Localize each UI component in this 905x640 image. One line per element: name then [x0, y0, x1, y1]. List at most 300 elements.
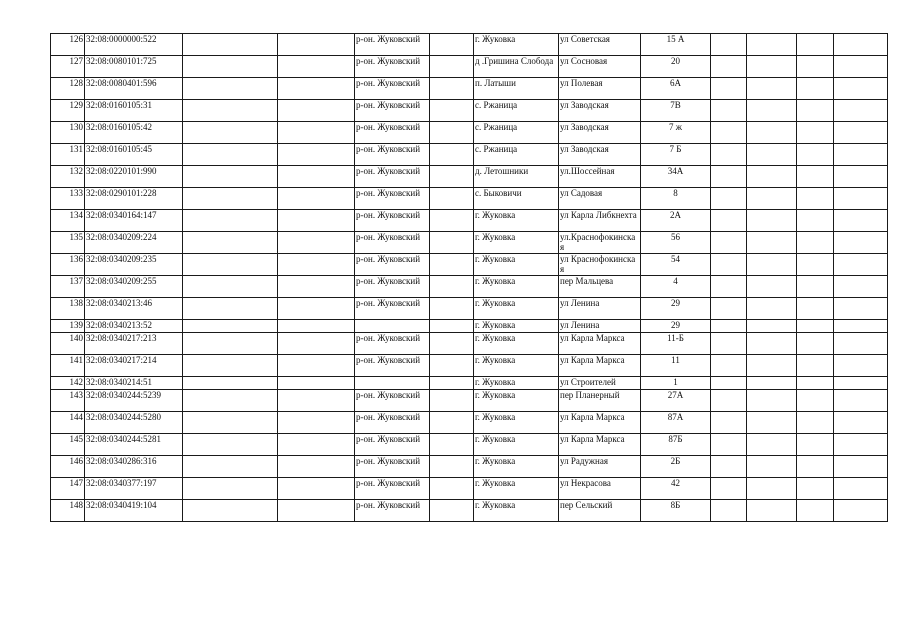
table-row	[51, 166, 888, 188]
house-number-cell: 34А	[641, 166, 711, 188]
empty-cell	[278, 333, 355, 355]
empty-cell	[183, 276, 278, 298]
district-cell	[355, 377, 430, 390]
house-number-cell: 29	[641, 320, 711, 333]
locality-cell: г. Жуковка	[474, 478, 559, 500]
empty-cell	[711, 298, 747, 320]
empty-cell	[834, 276, 888, 298]
empty-cell	[278, 166, 355, 188]
table-row	[51, 456, 888, 478]
empty-cell	[183, 232, 278, 254]
empty-cell	[183, 412, 278, 434]
empty-cell	[430, 456, 474, 478]
empty-cell	[430, 100, 474, 122]
house-number-cell: 11-Б	[641, 333, 711, 355]
locality-cell: с. Быковичи	[474, 188, 559, 210]
cadastral-number-cell: 32:08:0340164:147	[85, 210, 183, 232]
empty-cell	[834, 333, 888, 355]
empty-cell	[278, 500, 355, 522]
empty-cell	[183, 298, 278, 320]
house-number-cell: 11	[641, 355, 711, 377]
empty-cell	[797, 390, 834, 412]
empty-cell	[747, 355, 797, 377]
locality-cell: г. Жуковка	[474, 232, 559, 254]
street-cell: ул Краснофокинская	[559, 254, 641, 276]
empty-cell	[834, 478, 888, 500]
row-number-cell: 141	[51, 355, 85, 377]
locality-cell: г. Жуковка	[474, 434, 559, 456]
empty-cell	[797, 412, 834, 434]
empty-cell	[278, 100, 355, 122]
empty-cell	[183, 478, 278, 500]
empty-cell	[747, 144, 797, 166]
empty-cell	[430, 390, 474, 412]
street-cell: ул Радужная	[559, 456, 641, 478]
table-row	[51, 210, 888, 232]
empty-cell	[834, 122, 888, 144]
table-row	[51, 298, 888, 320]
empty-cell	[183, 390, 278, 412]
house-number-cell: 4	[641, 276, 711, 298]
locality-cell: п. Латыши	[474, 78, 559, 100]
row-number-cell: 137	[51, 276, 85, 298]
empty-cell	[278, 276, 355, 298]
empty-cell	[711, 478, 747, 500]
street-cell: ул Карла Маркса	[559, 412, 641, 434]
empty-cell	[797, 434, 834, 456]
empty-cell	[278, 456, 355, 478]
empty-cell	[183, 34, 278, 56]
empty-cell	[711, 500, 747, 522]
empty-cell	[747, 34, 797, 56]
empty-cell	[430, 377, 474, 390]
house-number-cell: 2А	[641, 210, 711, 232]
cadastral-number-cell: 32:08:0340217:214	[85, 355, 183, 377]
empty-cell	[430, 34, 474, 56]
table-row	[51, 355, 888, 377]
locality-cell: с. Ржаница	[474, 100, 559, 122]
empty-cell	[797, 254, 834, 276]
table-row	[51, 412, 888, 434]
district-cell: р-он. Жуковский	[355, 434, 430, 456]
empty-cell	[797, 56, 834, 78]
empty-cell	[711, 390, 747, 412]
row-number-cell: 131	[51, 144, 85, 166]
district-cell: р-он. Жуковский	[355, 500, 430, 522]
house-number-cell: 42	[641, 478, 711, 500]
empty-cell	[711, 188, 747, 210]
empty-cell	[747, 434, 797, 456]
street-cell: ул Садовая	[559, 188, 641, 210]
empty-cell	[183, 434, 278, 456]
empty-cell	[747, 56, 797, 78]
empty-cell	[711, 144, 747, 166]
table-row	[51, 333, 888, 355]
row-number-cell: 132	[51, 166, 85, 188]
district-cell: р-он. Жуковский	[355, 232, 430, 254]
locality-cell: г. Жуковка	[474, 412, 559, 434]
empty-cell	[278, 478, 355, 500]
empty-cell	[430, 144, 474, 166]
empty-cell	[278, 78, 355, 100]
empty-cell	[711, 355, 747, 377]
street-cell: ул Карла Маркса	[559, 333, 641, 355]
empty-cell	[834, 188, 888, 210]
empty-cell	[711, 78, 747, 100]
row-number-cell: 126	[51, 34, 85, 56]
district-cell: р-он. Жуковский	[355, 390, 430, 412]
empty-cell	[797, 355, 834, 377]
locality-cell: г. Жуковка	[474, 377, 559, 390]
empty-cell	[834, 56, 888, 78]
locality-cell: г. Жуковка	[474, 355, 559, 377]
table-row	[51, 500, 888, 522]
house-number-cell: 27А	[641, 390, 711, 412]
empty-cell	[747, 333, 797, 355]
empty-cell	[278, 210, 355, 232]
empty-cell	[430, 434, 474, 456]
empty-cell	[278, 320, 355, 333]
cadastral-number-cell: 32:08:0340209:255	[85, 276, 183, 298]
empty-cell	[834, 298, 888, 320]
empty-cell	[711, 456, 747, 478]
cadastral-number-cell: 32:08:0340213:46	[85, 298, 183, 320]
empty-cell	[430, 254, 474, 276]
empty-cell	[747, 122, 797, 144]
empty-cell	[183, 122, 278, 144]
house-number-cell: 54	[641, 254, 711, 276]
empty-cell	[711, 254, 747, 276]
house-number-cell: 87Б	[641, 434, 711, 456]
row-number-cell: 139	[51, 320, 85, 333]
district-cell: р-он. Жуковский	[355, 210, 430, 232]
table-row	[51, 320, 888, 333]
row-number-cell: 145	[51, 434, 85, 456]
house-number-cell: 8	[641, 188, 711, 210]
locality-cell: г. Жуковка	[474, 254, 559, 276]
empty-cell	[834, 500, 888, 522]
empty-cell	[430, 232, 474, 254]
empty-cell	[711, 320, 747, 333]
empty-cell	[747, 390, 797, 412]
street-cell: ул Заводская	[559, 100, 641, 122]
row-number-cell: 134	[51, 210, 85, 232]
empty-cell	[834, 166, 888, 188]
empty-cell	[711, 412, 747, 434]
empty-cell	[797, 320, 834, 333]
cadastral-number-cell: 32:08:0340419:104	[85, 500, 183, 522]
empty-cell	[747, 276, 797, 298]
empty-cell	[430, 333, 474, 355]
row-number-cell: 129	[51, 100, 85, 122]
row-number-cell: 140	[51, 333, 85, 355]
empty-cell	[797, 500, 834, 522]
empty-cell	[834, 377, 888, 390]
street-cell: ул Ленина	[559, 320, 641, 333]
empty-cell	[747, 377, 797, 390]
district-cell: р-он. Жуковский	[355, 478, 430, 500]
district-cell	[355, 320, 430, 333]
empty-cell	[747, 478, 797, 500]
empty-cell	[278, 188, 355, 210]
street-cell: пер Сельский	[559, 500, 641, 522]
street-cell: ул Строителей	[559, 377, 641, 390]
empty-cell	[834, 456, 888, 478]
empty-cell	[183, 320, 278, 333]
row-number-cell: 135	[51, 232, 85, 254]
district-cell: р-он. Жуковский	[355, 144, 430, 166]
empty-cell	[797, 100, 834, 122]
empty-cell	[183, 100, 278, 122]
empty-cell	[834, 210, 888, 232]
empty-cell	[430, 188, 474, 210]
row-number-cell: 128	[51, 78, 85, 100]
empty-cell	[183, 254, 278, 276]
table-row	[51, 100, 888, 122]
street-cell: ул Заводская	[559, 144, 641, 166]
empty-cell	[711, 434, 747, 456]
empty-cell	[711, 333, 747, 355]
empty-cell	[278, 254, 355, 276]
table-row	[51, 434, 888, 456]
table-row	[51, 232, 888, 254]
locality-cell: г. Жуковка	[474, 500, 559, 522]
empty-cell	[797, 188, 834, 210]
empty-cell	[183, 210, 278, 232]
street-cell: ул Ленина	[559, 298, 641, 320]
street-cell: ул Заводская	[559, 122, 641, 144]
empty-cell	[834, 434, 888, 456]
empty-cell	[834, 320, 888, 333]
empty-cell	[183, 333, 278, 355]
empty-cell	[747, 320, 797, 333]
empty-cell	[430, 78, 474, 100]
house-number-cell: 7В	[641, 100, 711, 122]
locality-cell: с. Ржаница	[474, 144, 559, 166]
empty-cell	[797, 276, 834, 298]
house-number-cell: 1	[641, 377, 711, 390]
empty-cell	[278, 298, 355, 320]
empty-cell	[747, 78, 797, 100]
empty-cell	[711, 56, 747, 78]
district-cell: р-он. Жуковский	[355, 100, 430, 122]
empty-cell	[183, 355, 278, 377]
empty-cell	[747, 232, 797, 254]
empty-cell	[278, 355, 355, 377]
district-cell: р-он. Жуковский	[355, 412, 430, 434]
cadastral-number-cell: 32:08:0340244:5281	[85, 434, 183, 456]
street-cell: ул.Краснофокинская	[559, 232, 641, 254]
table-row	[51, 276, 888, 298]
row-number-cell: 133	[51, 188, 85, 210]
cadastral-number-cell: 32:08:0340217:213	[85, 333, 183, 355]
row-number-cell: 130	[51, 122, 85, 144]
empty-cell	[747, 412, 797, 434]
empty-cell	[797, 298, 834, 320]
row-number-cell: 146	[51, 456, 85, 478]
house-number-cell: 7 ж	[641, 122, 711, 144]
empty-cell	[834, 412, 888, 434]
house-number-cell: 87А	[641, 412, 711, 434]
empty-cell	[834, 100, 888, 122]
empty-cell	[430, 56, 474, 78]
empty-cell	[278, 434, 355, 456]
street-cell: пер Мальцева	[559, 276, 641, 298]
empty-cell	[430, 122, 474, 144]
cadastral-number-cell: 32:08:0080401:596	[85, 78, 183, 100]
locality-cell: г. Жуковка	[474, 333, 559, 355]
cadastral-number-cell: 32:08:0290101:228	[85, 188, 183, 210]
row-number-cell: 127	[51, 56, 85, 78]
district-cell: р-он. Жуковский	[355, 56, 430, 78]
empty-cell	[797, 144, 834, 166]
street-cell: ул Советская	[559, 34, 641, 56]
house-number-cell: 2Б	[641, 456, 711, 478]
empty-cell	[711, 377, 747, 390]
row-number-cell: 138	[51, 298, 85, 320]
empty-cell	[183, 166, 278, 188]
street-cell: ул Некрасова	[559, 478, 641, 500]
district-cell: р-он. Жуковский	[355, 166, 430, 188]
street-cell: ул Карла Либкнехта	[559, 210, 641, 232]
registry-table	[50, 33, 888, 522]
empty-cell	[278, 144, 355, 166]
locality-cell: г. Жуковка	[474, 320, 559, 333]
empty-cell	[797, 34, 834, 56]
district-cell: р-он. Жуковский	[355, 355, 430, 377]
street-cell: ул Сосновая	[559, 56, 641, 78]
street-cell: ул Полевая	[559, 78, 641, 100]
empty-cell	[797, 456, 834, 478]
empty-cell	[430, 166, 474, 188]
locality-cell: г. Жуковка	[474, 390, 559, 412]
house-number-cell: 56	[641, 232, 711, 254]
empty-cell	[834, 34, 888, 56]
empty-cell	[278, 56, 355, 78]
empty-cell	[747, 100, 797, 122]
cadastral-number-cell: 32:08:0340213:52	[85, 320, 183, 333]
locality-cell: г. Жуковка	[474, 276, 559, 298]
empty-cell	[711, 232, 747, 254]
district-cell: р-он. Жуковский	[355, 333, 430, 355]
empty-cell	[747, 166, 797, 188]
street-cell: ул.Шоссейная	[559, 166, 641, 188]
empty-cell	[183, 78, 278, 100]
empty-cell	[430, 355, 474, 377]
empty-cell	[183, 456, 278, 478]
empty-cell	[278, 232, 355, 254]
empty-cell	[797, 122, 834, 144]
row-number-cell: 136	[51, 254, 85, 276]
empty-cell	[430, 412, 474, 434]
empty-cell	[183, 188, 278, 210]
house-number-cell: 7 Б	[641, 144, 711, 166]
cadastral-number-cell: 32:08:0340244:5280	[85, 412, 183, 434]
cadastral-number-cell: 32:08:0340244:5239	[85, 390, 183, 412]
house-number-cell: 29	[641, 298, 711, 320]
empty-cell	[747, 500, 797, 522]
empty-cell	[797, 232, 834, 254]
district-cell: р-он. Жуковский	[355, 78, 430, 100]
empty-cell	[834, 144, 888, 166]
locality-cell: д. Летошники	[474, 166, 559, 188]
cadastral-number-cell: 32:08:0160105:42	[85, 122, 183, 144]
empty-cell	[797, 166, 834, 188]
row-number-cell: 143	[51, 390, 85, 412]
empty-cell	[834, 390, 888, 412]
district-cell: р-он. Жуковский	[355, 456, 430, 478]
cadastral-number-cell: 32:08:0340286:316	[85, 456, 183, 478]
table-row	[51, 478, 888, 500]
empty-cell	[183, 56, 278, 78]
locality-cell: д .Гришина Слобода	[474, 56, 559, 78]
empty-cell	[430, 500, 474, 522]
locality-cell: г. Жуковка	[474, 298, 559, 320]
empty-cell	[430, 320, 474, 333]
empty-cell	[747, 298, 797, 320]
district-cell: р-он. Жуковский	[355, 34, 430, 56]
cadastral-number-cell: 32:08:0160105:45	[85, 144, 183, 166]
cadastral-number-cell: 32:08:0000000:522	[85, 34, 183, 56]
empty-cell	[797, 333, 834, 355]
district-cell: р-он. Жуковский	[355, 188, 430, 210]
street-cell: ул Карла Маркса	[559, 434, 641, 456]
empty-cell	[797, 478, 834, 500]
empty-cell	[711, 276, 747, 298]
cadastral-number-cell: 32:08:0080101:725	[85, 56, 183, 78]
table-body	[51, 34, 888, 522]
empty-cell	[430, 276, 474, 298]
empty-cell	[711, 166, 747, 188]
cadastral-number-cell: 32:08:0160105:31	[85, 100, 183, 122]
row-number-cell: 147	[51, 478, 85, 500]
street-cell: ул Карла Маркса	[559, 355, 641, 377]
empty-cell	[183, 377, 278, 390]
empty-cell	[834, 232, 888, 254]
table-row	[51, 390, 888, 412]
row-number-cell: 142	[51, 377, 85, 390]
empty-cell	[430, 298, 474, 320]
empty-cell	[747, 254, 797, 276]
empty-cell	[797, 78, 834, 100]
row-number-cell: 148	[51, 500, 85, 522]
table-row	[51, 377, 888, 390]
empty-cell	[278, 34, 355, 56]
empty-cell	[430, 210, 474, 232]
locality-cell: г. Жуковка	[474, 210, 559, 232]
table-row	[51, 78, 888, 100]
locality-cell: г. Жуковка	[474, 456, 559, 478]
empty-cell	[797, 210, 834, 232]
street-cell: пер Планерный	[559, 390, 641, 412]
empty-cell	[278, 412, 355, 434]
cadastral-number-cell: 32:08:0340209:224	[85, 232, 183, 254]
row-number-cell: 144	[51, 412, 85, 434]
table-row	[51, 254, 888, 276]
house-number-cell: 20	[641, 56, 711, 78]
locality-cell: с. Ржаница	[474, 122, 559, 144]
empty-cell	[711, 210, 747, 232]
empty-cell	[430, 478, 474, 500]
table-row	[51, 144, 888, 166]
empty-cell	[183, 144, 278, 166]
house-number-cell: 15 А	[641, 34, 711, 56]
cadastral-number-cell: 32:08:0220101:990	[85, 166, 183, 188]
district-cell: р-он. Жуковский	[355, 122, 430, 144]
table-row	[51, 188, 888, 210]
empty-cell	[278, 377, 355, 390]
empty-cell	[278, 390, 355, 412]
